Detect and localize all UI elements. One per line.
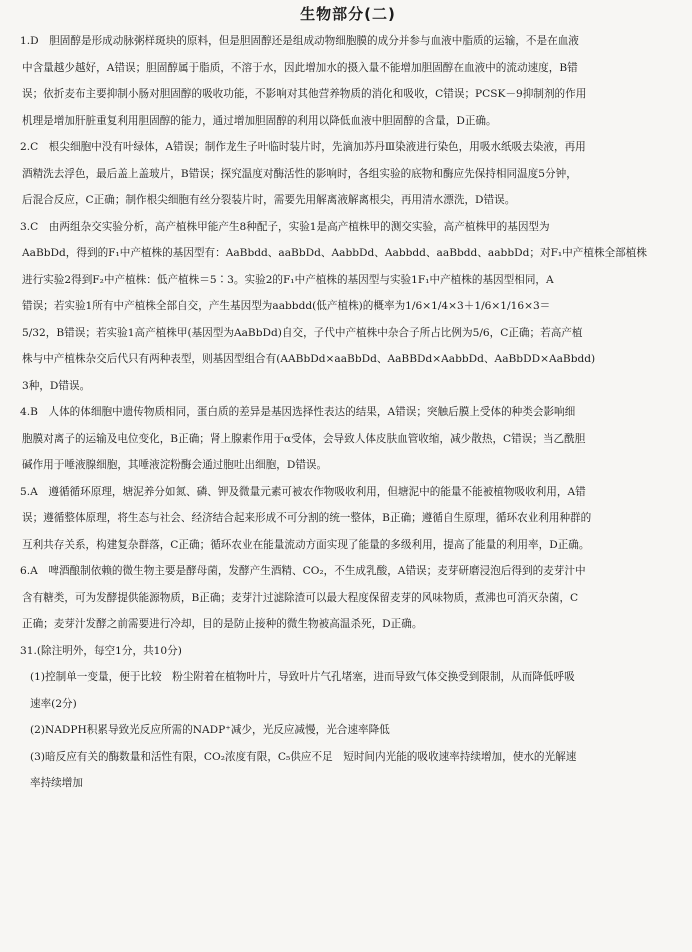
answer-item-q3 — [20, 214, 676, 400]
answer-line: 含有糖类，可为发酵提供能源物质，B正确；麦芽汁过滤除渣可以最大程度保留麦芽的风味物质，煮沸也可消灭杂菌，C — [22, 591, 579, 604]
answer-line: 互利共存关系，构建复杂群落，C正确；循环农业在能量流动方面实现了能量的多级利用，提高了能量的利用率，D正确。 — [22, 538, 590, 551]
answer-item-q31 — [20, 638, 676, 665]
answer-line: 率持续增加 — [30, 777, 83, 789]
answer-line: 株与中产植株杂交后代只有两种表型，则基因型组合有(AABbDd×aaBbDd、AaBBDd×AabbDd、AaBbDD×AaBbdd) — [22, 353, 596, 365]
answer-item-q1 — [20, 28, 676, 134]
answer-line: 误；依折麦布主要抑制小肠对胆固醇的吸收功能，不影响对其他营养物质的消化和吸收，C错误；PCSK－9抑制剂的作用 — [22, 88, 587, 100]
answer-line: 后混合反应，C正确；制作根尖细胞有丝分裂装片时，需要先用解离液解离根尖，再用清水漂洗，D错误。 — [22, 194, 516, 206]
answer-line: 进行实验2得到F₂中产植株：低产植株＝5∶3。实验2的F₁中产植株的基因型与实验1F₁中产植株的基因型相同，A — [22, 273, 554, 286]
answer-line: 中含量越少越好，A错误；胆固醇属于脂质，不溶于水，因此增加水的摄入量不能增加胆固醇在血液中的流动速度，B错 — [22, 61, 578, 74]
answer-line: 5/32，B错误；若实验1高产植株甲(基因型为AaBbDd)自交，子代中产植株中杂合子所占比例为5/6，C正确；若高产植 — [22, 326, 583, 339]
answer-item-q31-3 — [20, 744, 676, 797]
answer-line: 31.(除注明外，每空1分，共10分) — [20, 644, 182, 657]
answer-line: (1)控制单一变量，便于比较 粉尘附着在植物叶片，导致叶片气孔堵塞，进而导致气体交换受到限制，从而降低呼吸 — [30, 671, 575, 683]
answer-line: 4.B 人体的体细胞中遗传物质相同，蛋白质的差异是基因选择性表达的结果，A错误；突触后膜上受体的种类会影响细 — [20, 406, 576, 418]
answer-item-q5 — [20, 479, 676, 559]
answer-line: 3.C 由两组杂交实验分析，高产植株甲能产生8种配子，实验1是高产植株甲的测交实验，高产植株甲的基因型为 — [20, 220, 550, 233]
answer-content — [20, 28, 676, 797]
answer-line: (3)暗反应有关的酶数量和活性有限，CO₂浓度有限，C₅供应不足 短时间内光能的吸收速率持续增加，使水的光解速 — [30, 750, 577, 763]
answer-line: AaBbDd，得到的F₁中产植株的基因型有：AaBbdd、aaBbDd、AabbDd、Aabbdd、aaBbdd、aabbDd；对F₁中产植株全部植株 — [22, 247, 647, 259]
answer-line: 错误；若实验1所有中产植株全部自交，产生基因型为aabbdd(低产植株)的概率为1/6×1/4×3＋1/6×1/16×3＝ — [22, 300, 551, 312]
answer-line: 3种，D错误。 — [22, 379, 91, 392]
answer-item-q6 — [20, 558, 676, 638]
answer-line: 胞膜对离子的运输及电位变化，B正确；肾上腺素作用于α受体，会导致人体皮肤血管收缩，减少散热，C错误；当乙酰胆 — [22, 432, 586, 445]
answer-item-q31-1 — [20, 664, 676, 717]
answer-line: 正确；麦芽汁发酵之前需要进行冷却，目的是防止接种的微生物被高温杀死，D正确。 — [22, 618, 423, 630]
answer-line: 碱作用于唾液腺细胞，其唾液淀粉酶会通过胞吐出细胞，D错误。 — [22, 459, 328, 471]
answer-line: (2)NADPH积累导致光反应所需的NADP⁺减少，光反应减慢，光合速率降低 — [30, 724, 390, 736]
answer-line: 5.A 遵循循环原理，塘泥养分如氮、磷、钾及微量元素可被农作物吸收利用，但塘泥中的能量不能被植物吸收利用，A错 — [20, 485, 586, 498]
answer-line: 速率(2分) — [30, 697, 77, 710]
page-title: 生物部分(二) — [300, 5, 396, 23]
answer-line: 误；遵循整体原理，将生态与社会、经济结合起来形成不可分割的统一整体，B正确；遵循自生原理，循环农业利用种群的 — [22, 512, 592, 524]
answer-item-q31-2 — [20, 717, 676, 744]
answer-item-q2 — [20, 134, 676, 214]
answer-line: 机理是增加肝脏重复利用胆固醇的能力，通过增加胆固醇的利用以降低血液中胆固醇的含量，D正确。 — [22, 114, 497, 127]
answer-item-q4 — [20, 399, 676, 479]
answer-line: 2.C 根尖细胞中没有叶绿体，A错误；制作龙生子叶临时装片时，先滴加苏丹Ⅲ染液进行染色，用吸水纸吸去染液，再用 — [20, 141, 586, 153]
answer-line: 1.D 胆固醇是形成动脉粥样斑块的原料，但是胆固醇还是组成动物细胞膜的成分并参与血液中脂质的运输，不是在血液 — [20, 35, 579, 47]
answer-line: 6.A 啤酒酿制依赖的微生物主要是酵母菌，发酵产生酒精、CO₂，不生成乳酸，A错误；麦芽研磨浸泡后得到的麦芽汁中 — [20, 565, 586, 577]
answer-line: 酒精洗去浮色，最后盖上盖玻片，B错误；探究温度对酶活性的影响时，各组实验的底物和酶应先保持相同温度5分钟， — [22, 167, 577, 180]
